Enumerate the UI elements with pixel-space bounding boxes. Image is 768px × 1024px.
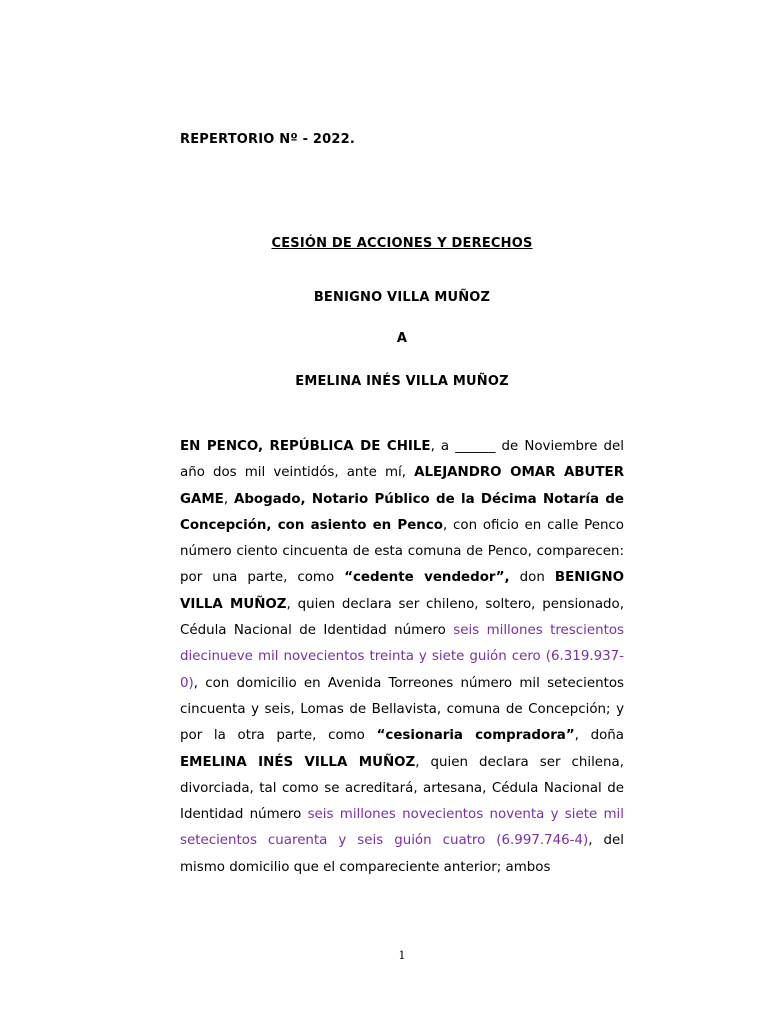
body-paragraph xyxy=(180,434,624,881)
cesionaria-id-number: seis millones novecientos noventa y siete mil setecientos cuarenta y seis guión cuatro (6.997.746-4) xyxy=(180,807,624,849)
body-text-segment: , doña xyxy=(574,728,624,744)
body-text-segment: don xyxy=(509,570,555,586)
page-number: 1 xyxy=(398,949,406,962)
body-text-segment: , a ______ de Noviembre del año dos mil veintidós, ante mí, xyxy=(180,439,624,481)
body-text-segment: , con domicilio en Avenida Torreones número mil setecientos cincuenta y seis, Lomas de Bellavista, comuna de Concepción; y por la otra parte, como xyxy=(180,675,624,744)
cedente-id-number: seis millones trescientos diecinueve mil novecientos treinta y siete guión cero (6.319.937-0) xyxy=(180,623,624,691)
role-cedente: “cedente vendedor”, xyxy=(344,570,510,586)
body-text-segment: , del mismo domicilio que el compareciente anterior; ambos xyxy=(180,833,624,875)
role-cesionaria: “cesionaria compradora” xyxy=(376,728,575,744)
connector-letter: A xyxy=(396,331,408,346)
body-text-segment: , con oficio en calle Penco número ciento cincuenta de esta comuna de Penco, comparecen: por una parte, como xyxy=(180,517,624,586)
party-two-name: EMELINA INÉS VILLA MUÑOZ xyxy=(295,374,509,389)
notary-name: ALEJANDRO OMAR ABUTER GAME xyxy=(180,465,625,507)
body-text-segment: , quien declara ser chileno, soltero, pensionado, Cédula Nacional de Identidad número xyxy=(180,596,624,639)
cesionaria-name: EMELINA INÉS VILLA MUÑOZ xyxy=(180,754,416,770)
cedente-name: BENIGNO VILLA MUÑOZ xyxy=(180,570,624,612)
place-heading: EN PENCO, REPÚBLICA DE CHILE xyxy=(180,439,431,454)
document-title: CESIÓN DE ACCIONES Y DERECHOS xyxy=(271,236,533,251)
notary-title: Abogado, Notario Público de la Décima Notaría de Concepción, con asiento en Penco xyxy=(180,491,624,533)
repertorio-number: REPERTORIO Nº - 2022. xyxy=(180,132,356,147)
body-text-segment: , xyxy=(223,491,234,507)
party-one-name: BENIGNO VILLA MUÑOZ xyxy=(313,290,491,305)
body-text-segment: , quien declara ser chilena, divorciada, tal como se acreditará, artesana, Cédula Nacional de Identidad número xyxy=(180,754,624,823)
